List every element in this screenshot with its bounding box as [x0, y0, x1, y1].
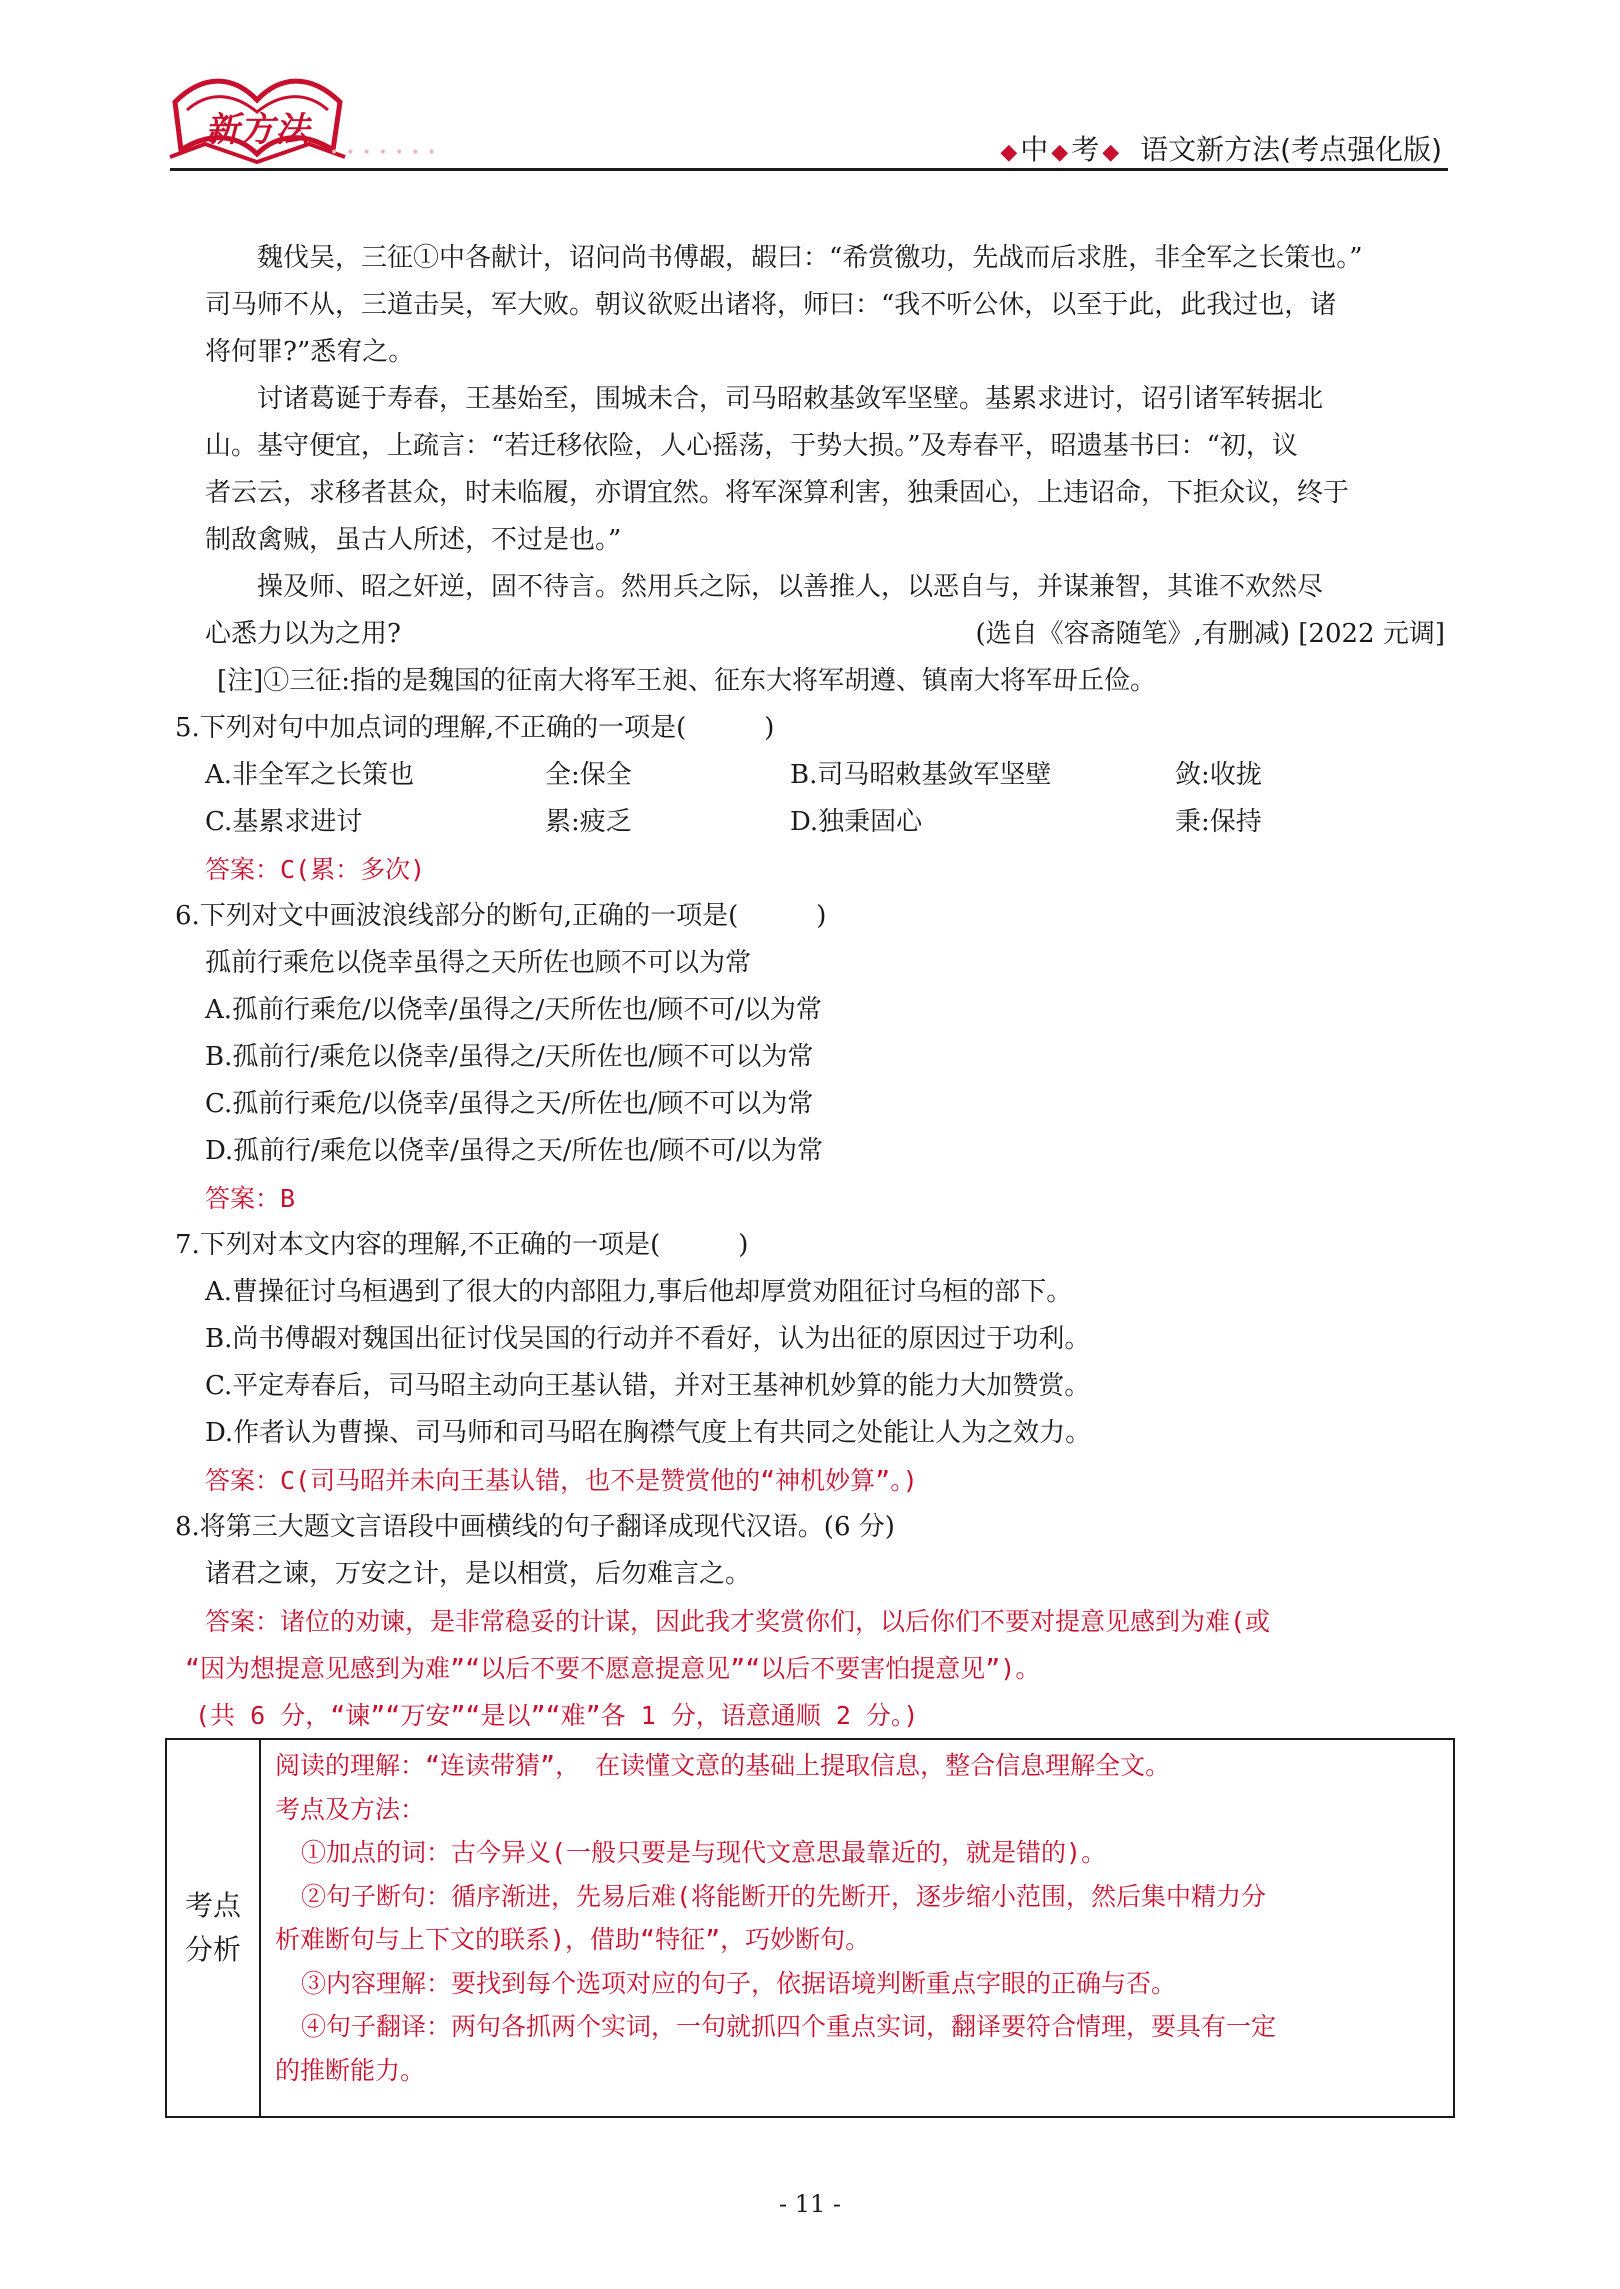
question-7	[175, 1222, 1445, 1504]
passage-line: 操及师、昭之奸逆，固不待言。然用兵之际，以善推人，以恶自与，并谋兼智，其谁不欢然尽	[257, 572, 1324, 602]
option-a: A.孤前行乘危/以侥幸/虽得之/天所佐也/顾不可/以为常	[205, 995, 822, 1025]
classical-passage	[205, 235, 1445, 705]
passage-line: 心悉力以为之用?	[205, 619, 401, 649]
option-d: D.孤前行/乘危以侥幸/虽得之天/所佐也/顾不可/以为常	[205, 1136, 823, 1166]
option-a-sentence: A.非全军之长策也	[205, 760, 415, 790]
analysis-line: 考点及方法：	[275, 1794, 426, 1824]
option-row	[205, 752, 1445, 799]
passage-source-row	[205, 611, 1445, 658]
diamond-icon: ◆	[1000, 140, 1018, 165]
option-b-sentence: B.司马昭敕基敛军坚壁	[790, 760, 1052, 790]
answer: 答案：B	[205, 1184, 296, 1213]
question-6	[175, 893, 1445, 1222]
analysis-line: 析难断句与上下文的联系)，借助“特征”，巧妙断句。	[275, 1925, 871, 1954]
option-d: D.作者认为曹操、司马师和司马昭在胸襟气度上有共同之处能让人为之效力。	[205, 1418, 1092, 1448]
scoring-note: (共 6 分，“谏”“万安”“是以”“难”各 1 分，语意通顺 2 分。)	[195, 1701, 919, 1730]
question-5	[175, 705, 1445, 893]
series-title: ◆ 中 ◆ 考 ◆ 语文新方法(考点强化版)	[997, 128, 1442, 168]
passage-note: [注]①三征:指的是魏国的征南大将军王昶、征东大将军胡遵、镇南大将军毌丘俭。	[217, 666, 1157, 696]
analysis-table	[165, 1738, 1455, 2118]
passage-line: 司马师不从，三道击吴，军大败。朝议欲贬出诸将，师曰：“我不听公休，以至于此，此我过也，诸	[205, 290, 1337, 320]
brand-logo	[165, 62, 350, 167]
option-d-gloss: 秉:保持	[1175, 807, 1262, 837]
answer: 答案：诸位的劝谏，是非常稳妥的计谋，因此我才奖赏你们，以后你们不要对提意见感到为难(或	[205, 1607, 1271, 1636]
passage-source: (选自《容斋随笔》,有删减) [2022 元调]	[975, 619, 1445, 649]
diamond-icon: ◆	[1102, 140, 1120, 165]
option-b-gloss: 敛:收拢	[1175, 760, 1262, 790]
option-c-sentence: C.基累求进讨	[205, 807, 363, 837]
passage-line: 者云云，求移者甚众，时未临履，亦谓宜然。将军深算利害，独秉固心，上违诏命，下拒众议，终于	[205, 478, 1350, 508]
option-c: C.平定寿春后，司马昭主动向王基认错，并对王基神机妙算的能力大加赞赏。	[205, 1371, 1091, 1401]
answer: 答案：C(累：多次)	[205, 855, 426, 884]
question-stem: 6.下列对文中画波浪线部分的断句,正确的一项是( )	[175, 901, 827, 931]
passage-line: 山。基守便宜，上疏言：“若迁移依险，人心摇荡，于势大损。”及寿春平，昭遗基书曰：“初，议	[205, 431, 1298, 461]
analysis-line: ①加点的词：古今异义(一般只要是与现代文意思最靠近的，就是错的)。	[301, 1838, 1107, 1867]
series-name: 语文新方法(考点强化版)	[1140, 133, 1442, 166]
option-a: A.曹操征讨乌桓遇到了很大的内部阻力,事后他却厚赏劝阻征讨乌桓的部下。	[205, 1277, 1073, 1307]
analysis-line: 的推断能力。	[275, 2055, 426, 2085]
analysis-content	[261, 1740, 1453, 2116]
answer: 答案：C(司马昭并未向王基认错，也不是赞赏他的“神机妙算”。)	[205, 1466, 918, 1495]
analysis-line: 阅读的理解：“连读带猜”， 在读懂文意的基础上提取信息，整合信息理解全文。	[275, 1751, 1171, 1780]
page-content	[175, 235, 1445, 1739]
sentence-to-translate: 诸君之谏，万安之计，是以相赏，后勿难言之。	[205, 1559, 752, 1589]
diamond-icon: ◆	[1051, 140, 1069, 165]
option-b: B.孤前行/乘危以侥幸/虽得之/天所佐也/顾不可以为常	[205, 1042, 814, 1072]
logo-text: 新方法	[205, 110, 310, 150]
option-a-gloss: 全:保全	[545, 760, 632, 790]
option-c-gloss: 累:疲乏	[545, 807, 632, 837]
decorative-dots: •••••••	[330, 145, 444, 161]
analysis-label: 考点 分析	[167, 1740, 261, 2116]
option-c: C.孤前行乘危/以侥幸/虽得之天/所佐也/顾不可以为常	[205, 1089, 814, 1119]
question-stem: 8.将第三大题文言语段中画横线的句子翻译成现代汉语。(6 分)	[175, 1512, 895, 1542]
page-number: - 11 -	[778, 2190, 841, 2218]
passage-line: 制敌禽贼，虽古人所述，不过是也。”	[205, 525, 622, 555]
passage-line: 魏伐吴，三征①中各献计，诏问尚书傅嘏，嘏曰：“希赏徼功，先战而后求胜，非全军之长策也。”	[257, 243, 1363, 273]
analysis-line: ④句子翻译：两句各抓两个实词，一句就抓四个重点实词，翻译要符合情理，要具有一定	[301, 2012, 1277, 2041]
option-row	[205, 799, 1445, 846]
option-d-sentence: D.独秉固心	[790, 807, 923, 837]
page-header	[0, 0, 1620, 175]
answer: “因为想提意见感到为难”“以后不要不愿意提意见”“以后不要害怕提意见”)。	[185, 1654, 1041, 1683]
passage-line: 讨诸葛诞于寿春，王基始至，围城未合，司马昭敕基敛军坚壁。基累求进讨，诏引诸军转据北	[257, 384, 1324, 414]
original-sentence: 孤前行乘危以侥幸虽得之天所佐也顾不可以为常	[205, 948, 752, 978]
analysis-line: ②句子断句：循序渐进，先易后难(将能断开的先断开，逐步缩小范围，然后集中精力分	[301, 1881, 1267, 1911]
question-stem: 7.下列对本文内容的理解,不正确的一项是( )	[175, 1230, 749, 1260]
header-divider	[170, 168, 1448, 171]
option-b: B.尚书傅嘏对魏国出征讨伐吴国的行动并不看好，认为出征的原因过于功利。	[205, 1324, 1091, 1354]
passage-line: 将何罪?”悉宥之。	[205, 337, 415, 367]
analysis-line: ③内容理解：要找到每个选项对应的句子，依据语境判断重点字眼的正确与否。	[301, 1968, 1177, 1998]
question-8	[175, 1504, 1445, 1739]
question-stem: 5.下列对句中加点词的理解,不正确的一项是( )	[175, 713, 775, 743]
